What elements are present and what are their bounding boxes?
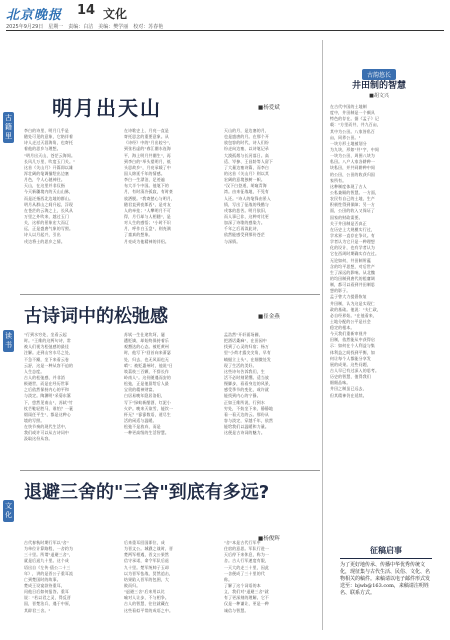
text-line: 这便是古诗词的魅力。 bbox=[224, 430, 265, 436]
text-line: 《诗经》中的"月出皎兮"， bbox=[124, 140, 173, 146]
text-line: "明月出天山，苍茫云海间。 bbox=[24, 152, 76, 158]
text-line: 想的影子。 bbox=[330, 288, 351, 294]
text-line: 学术界一直存在争议。有 bbox=[330, 232, 375, 238]
text-line: 岭南人"。这份随遇而安的 bbox=[124, 374, 171, 380]
text-line: 一舍便成了三十里的代 bbox=[224, 570, 265, 576]
text-line: 下，悠然见南山"，苏轼"竹 bbox=[24, 399, 73, 405]
text-line: 土地分配的公平是社会 bbox=[330, 318, 371, 324]
text-line: 依然能感受到那份苍茫 bbox=[224, 232, 265, 238]
text-line: 喻对人让步，不与相争。 bbox=[124, 595, 169, 601]
sidebar-divider bbox=[322, 40, 323, 630]
text-line: 了大量边塞诗篇，而李白 bbox=[224, 164, 269, 170]
article-3-column-1 bbox=[24, 540, 116, 635]
text-line: 但其精神仍在延续。 bbox=[330, 392, 367, 398]
text-line: 称。 bbox=[224, 576, 233, 582]
text-line: 诚信与智慧。 bbox=[224, 607, 249, 613]
text-line: 就是后退九十里。这个成 bbox=[24, 558, 69, 564]
text-line: 啖荔枝三百颗，不辞长作 bbox=[124, 368, 169, 374]
text-line: 的公田，公田的收获归国 bbox=[330, 171, 375, 177]
text-line: 到张若虚的"春江潮水连海 bbox=[124, 146, 171, 152]
text-line: 私田。八户人家各耕种一 bbox=[330, 159, 375, 165]
text-line: 诗人走过天涯海角，也寄托 bbox=[24, 140, 74, 146]
text-line: 诗人以月起兴，引出 bbox=[24, 232, 61, 238]
text-line: 以为晋军怯战，贸然追击， bbox=[124, 570, 174, 576]
text-line: 稳定的根本。 bbox=[330, 325, 355, 331]
text-line: 公私兼顾的智慧。一方面， bbox=[330, 189, 380, 195]
text-line: 大漠孤烟与长河落日。高 bbox=[224, 152, 269, 158]
text-line: 松弛，正是他留给后人最 bbox=[124, 381, 169, 387]
text-line: 展的成果。这些问题， bbox=[330, 361, 371, 367]
article-1-column-1 bbox=[24, 128, 116, 288]
text-line: 井田制，认为这是实现仁 bbox=[330, 300, 375, 306]
text-line: 九十里。楚军统帅子玉却 bbox=[124, 564, 169, 570]
text-line: 而人事已非，这种对比更 bbox=[224, 213, 269, 219]
text-line: 里"小荷才露尖尖角，早有 bbox=[224, 350, 271, 356]
text-line: 结果陷入晋军的包围，大 bbox=[124, 576, 169, 582]
text-line: 随处可见的意象，它陪伴着 bbox=[24, 134, 74, 140]
text-line: 找到了心灵的归宿；杨万 bbox=[224, 344, 269, 350]
text-line: 宝贵的精神财富。 bbox=[124, 387, 157, 393]
text-line: 加深了诗歌的感染力。 bbox=[224, 220, 265, 226]
article-3-headline: 退避三舍的"三舍"到底有多远? bbox=[24, 482, 270, 503]
text-line: 后来重耳回国即位，成 bbox=[124, 540, 165, 545]
text-line: 着他的思乡与理想。 bbox=[24, 146, 61, 152]
text-line: 布大半个中国。他笔下的 bbox=[124, 183, 169, 189]
text-line: 在苍茫的云海之上，长风从 bbox=[24, 207, 74, 213]
text-line: 天山的月，是边塞的月， bbox=[224, 128, 269, 133]
text-line: 的均田制到唐代的租庸调 bbox=[330, 275, 375, 281]
page-number: 14 bbox=[77, 3, 96, 18]
text-line: 慢脚步，看看身边的风景， bbox=[224, 381, 274, 387]
text-line: 为九块，形如"井"字，中间 bbox=[330, 146, 379, 152]
text-line: 其中为公田。八家皆私百 bbox=[330, 128, 375, 134]
text-line: 必自经界始。"在他看来， bbox=[330, 312, 377, 318]
text-line: 境的写照。 bbox=[24, 417, 45, 423]
text-line: 它在西周时期确实存在过。 bbox=[330, 251, 380, 257]
text-line: 国家的财政需要。 bbox=[330, 214, 363, 220]
text-line: 家所有。 bbox=[330, 177, 347, 183]
text-line: 历史的智慧，值得我们 bbox=[330, 374, 371, 380]
text-line: 体利益之间找到平衡，如 bbox=[330, 349, 375, 355]
text-line: 之后依然保持内心的平和 bbox=[24, 387, 69, 393]
text-line: 人的牵挂；"人攀明月不可 bbox=[124, 207, 171, 213]
article-1-headline: 明月出天山 bbox=[52, 96, 162, 120]
text-line: 对人生的感悟；"小时不识 bbox=[124, 220, 171, 226]
text-line: 这种制度体现了古人 bbox=[330, 183, 367, 189]
text-line: 宏阔的意境独树一帜。 bbox=[224, 177, 265, 183]
text-line: 有了更深刻的理解。它不 bbox=[224, 595, 269, 601]
text-line: 含的均平思想，对后世产 bbox=[330, 263, 375, 269]
text-line: 时。"王维的这两句诗，常 bbox=[24, 338, 71, 344]
text-line: 古人的松弛感，并非消 bbox=[24, 374, 65, 380]
text-line: 这首《关山月》开篇即以雄 bbox=[24, 164, 74, 170]
masthead-rule bbox=[6, 30, 444, 31]
text-line: 浑壮阔的笔调描绘出边塞 bbox=[24, 170, 69, 176]
text-line: 杯无？"寥寥数语，道尽生 bbox=[124, 411, 171, 417]
text-line: 也是盛唐的月。在那个开 bbox=[224, 134, 269, 140]
call-for-submissions bbox=[340, 545, 432, 635]
text-line: 这些诗句告诉我们，生 bbox=[224, 368, 265, 374]
text-line: 细细品味。 bbox=[330, 380, 351, 386]
text-line: 无论如何，井田制所蕴 bbox=[330, 257, 371, 263]
text-line: 关，这样的景象宏大而辽 bbox=[24, 220, 69, 226]
text-line: 化的设计，也有学者认为 bbox=[330, 245, 375, 251]
article-2-column-2 bbox=[124, 332, 216, 467]
text-line: 农民有自己的土地，生产 bbox=[330, 196, 375, 202]
text-line: 国，晋楚治兵，遇于中原， bbox=[24, 601, 74, 607]
text-line: 何让每个人都能分享发 bbox=[330, 355, 371, 361]
text-line: 戍边将士的思乡之情。 bbox=[24, 238, 65, 244]
text-line: 古代春秋时期行军以"舍" bbox=[24, 540, 69, 545]
text-line: 载："方里而井，井九百亩， bbox=[330, 122, 382, 128]
text-line: 在古代中国的土地制 bbox=[330, 104, 367, 109]
text-line: 正如王维所说，行到水 bbox=[224, 399, 265, 405]
text-line: 写下"绿蚁新醅酒，红泥小 bbox=[124, 399, 171, 405]
text-line: 为单位计算路程，一舍约为 bbox=[24, 546, 74, 552]
notice-body: 为了更好地传承、传播中华优秀传统文化，现征集与古代生活、民俗、文化、名物相关的稿件。来稿请以电子邮件形式发送至：bjwb@163.com，来稿请注明姓名、联系方式。 bbox=[340, 562, 431, 596]
text-line: "退避三舍"后来用以比 bbox=[124, 589, 165, 595]
text-line: 月亮成为他精神的伴侣。 bbox=[124, 238, 169, 244]
sidebar-column bbox=[330, 104, 430, 534]
text-line: 松弛不是放弃，而是 bbox=[124, 424, 161, 430]
divider-2 bbox=[20, 470, 320, 471]
text-line: 生了深远的影响。从北魏 bbox=[330, 269, 375, 275]
text-line: 情，写出了征战的残酷与 bbox=[224, 201, 269, 207]
text-line: 田制，依然能从中获得启 bbox=[330, 337, 375, 343]
article-3-byline: ■杨俊辉 bbox=[258, 536, 280, 542]
newspaper-logo: 北京晚报 bbox=[6, 8, 63, 23]
text-line: 注解。走到山穷水尽之处， bbox=[24, 350, 74, 356]
text-line: 戍客的悲苦。明月依旧， bbox=[224, 207, 269, 213]
text-line: 这些看似平常的成语之中。 bbox=[124, 607, 174, 613]
text-line: 放洒脱。"我寄愁心与明月， bbox=[124, 195, 176, 201]
text-line: 李白的诗里，明月几乎是 bbox=[24, 128, 69, 133]
text-line: 今天新疆境内的天山山脉， bbox=[24, 189, 74, 195]
text-line: 积极性得到保障；另一方 bbox=[330, 202, 375, 208]
text-line: 能找到内心的宁静。 bbox=[224, 393, 261, 399]
text-line: 蜻蜓立上头"，在细微处发 bbox=[224, 356, 271, 362]
text-line: 人生态度。 bbox=[24, 368, 45, 374]
text-line: "汉下白登道，胡窥青海 bbox=[224, 183, 267, 189]
text-line: 度中，井田制是一个颇具 bbox=[330, 110, 375, 116]
notice-title: 征稿启事 bbox=[340, 545, 432, 559]
dateline: 2025年9月29日 星期一 责编：白洁 美编：樊学丽 校对：苏春艳 bbox=[6, 24, 164, 30]
text-line: 义，我们对"退避三舍"就 bbox=[224, 589, 269, 595]
text-line: 苏轼一生仕途坎坷，屡 bbox=[124, 332, 165, 337]
text-line: 与淡定。陶渊明"采菊东篱 bbox=[24, 393, 71, 399]
text-line: 感受季节的变化，或许就 bbox=[224, 387, 269, 393]
text-line: 杖芒鞋轻胜马，谁怕？一蓑 bbox=[24, 405, 74, 411]
text-line: 平，海上明月共潮生"，再 bbox=[124, 152, 171, 158]
text-line: 制，都可以看到井田制思 bbox=[330, 282, 375, 288]
side-tag-2: 读书 bbox=[3, 330, 14, 352]
text-line: 了童真的想象。 bbox=[124, 232, 153, 238]
text-line: 败而归。 bbox=[124, 582, 141, 588]
text-line: 云舒，这是一种从容不迫的 bbox=[24, 362, 74, 368]
text-line: 天后停下来休息，称为一 bbox=[224, 552, 269, 558]
text-line: 现了生活的美好。 bbox=[224, 362, 257, 368]
text-line: 为晋文公。城濮之战时，晋 bbox=[124, 546, 174, 552]
text-line: 得，月行却与人相随"，是 bbox=[124, 213, 171, 219]
text-line: 信守承诺，命令军队后退 bbox=[124, 558, 169, 564]
divider-1 bbox=[20, 294, 320, 295]
text-line: 古人早已有过深入的思考。 bbox=[330, 368, 380, 374]
article-3-column-3 bbox=[224, 540, 316, 635]
text-line: 一种更高级的生活智慧。 bbox=[124, 430, 169, 436]
sidebar-headline: 井田制的智慧 bbox=[351, 81, 406, 91]
text-line: 寄托思念的重要意象。从 bbox=[124, 134, 169, 140]
text-line: 到李白的"举头望明月，低 bbox=[124, 158, 171, 164]
text-line: 远，正是盛唐气象的写照。 bbox=[24, 226, 74, 232]
sidebar-byline: ■胡文兴 bbox=[369, 93, 389, 99]
text-line: 而是泛指西北边地的群山。 bbox=[24, 195, 74, 201]
text-line: 烟雨任平生"，都是这种心 bbox=[24, 411, 71, 417]
text-line: 楚成王设宴款待重耳， bbox=[24, 582, 65, 588]
text-line: 晴"；被贬惠州时，他说"日 bbox=[124, 362, 173, 368]
text-line: 孟浩然"开轩面场圃， bbox=[224, 332, 263, 337]
article-1-byline: ■杨爱斌 bbox=[258, 105, 280, 111]
text-line: 在快节奏的现代生活中， bbox=[24, 424, 69, 430]
text-line: 千年之后再读此诗， bbox=[224, 226, 261, 232]
text-line: 月，有时清冷孤寂，有时豪 bbox=[124, 189, 174, 195]
text-line: 人还。"诗人的笔锋由景入 bbox=[224, 195, 271, 201]
text-line: "行到水穷处，坐看云起 bbox=[24, 332, 67, 337]
text-line: 其辟君三舍。" bbox=[24, 607, 51, 613]
text-line: 时，他写下"回首向来萧瑟 bbox=[124, 350, 171, 356]
text-line: 纷走向边塞，以诗笔记录 bbox=[224, 146, 269, 152]
text-line: 把酒话桑麻"，在田园中 bbox=[224, 338, 267, 344]
text-line: 面，公田的收入又保证了 bbox=[330, 208, 375, 214]
text-line: 一天大约走三十里，因此 bbox=[224, 564, 269, 570]
section-title: 文化 bbox=[103, 7, 128, 21]
text-line: 古人的智慧，往往就藏在 bbox=[124, 601, 169, 607]
text-line: 处，归去，也无风雨也无 bbox=[124, 356, 169, 362]
text-line: 孟子曾大力提倡恢复 bbox=[330, 294, 367, 300]
text-line: 能给我们以温暖和力量。 bbox=[224, 424, 269, 430]
text-line: 湾。由来征战地，不见有 bbox=[224, 189, 269, 195]
text-line: 语出自《左传·僖公二十三 bbox=[24, 564, 71, 570]
text-line: 示：如何在个人利益与集 bbox=[330, 343, 375, 349]
text-line: 火炉。晚来天欲雪，能饮一 bbox=[124, 405, 174, 411]
article-1-column-2 bbox=[124, 128, 216, 288]
text-line: 与深情。 bbox=[224, 238, 241, 244]
text-line: 井田之制虽已远去， bbox=[330, 386, 367, 392]
sidebar-tag: 古韵悠长 bbox=[362, 69, 396, 80]
text-line: "舍"本是古代行军中 bbox=[224, 540, 261, 545]
text-line: 被人们视为松弛感的最佳 bbox=[24, 344, 69, 350]
article-1-column-3 bbox=[224, 128, 316, 288]
text-line: 年》，讲的是晋公子重耳流 bbox=[24, 570, 74, 576]
text-line: 一块方形土地被划分 bbox=[330, 140, 367, 146]
text-line: 舍。古人行军速度有限， bbox=[224, 558, 269, 564]
text-line: 一块为公田，周围八块为 bbox=[330, 153, 375, 159]
text-line: 国人绵延千年的情感。 bbox=[124, 170, 165, 176]
text-line: 不急不躁，坐下来看云卷 bbox=[24, 356, 69, 362]
text-line: 长风几万里，吹度玉门关。" bbox=[24, 158, 76, 164]
text-line: 看一看天边的云。那份从 bbox=[224, 411, 269, 417]
text-line: 月，呼作白玉盘"，则充满 bbox=[124, 226, 171, 232]
text-line: 亩，同养公田。" bbox=[330, 134, 361, 140]
text-line: 穷处，不妨坐下来，静静地 bbox=[224, 405, 274, 411]
text-line: 万里之外吹来，越过玉门 bbox=[24, 213, 69, 219]
text-line: 汲取这份从容。 bbox=[24, 436, 53, 442]
text-line: 放包容的时代，诗人们纷 bbox=[224, 140, 269, 146]
text-line: 活的闲适与温暖。 bbox=[124, 417, 157, 423]
text-line: 白居易晚年隐居洛阳， bbox=[124, 393, 165, 399]
text-line: 的这首《关山月》则以其 bbox=[224, 170, 269, 176]
text-line: 我们或许可以从古诗词中 bbox=[24, 430, 69, 436]
text-line: 适、岑参、王昌龄等人留下 bbox=[224, 158, 274, 164]
text-line: 块私田，并共同耕种中间 bbox=[330, 165, 375, 171]
text-line: 遭贬谪，却始终保持着乐 bbox=[124, 338, 169, 344]
text-line: 明月从群山之间升起，浮现 bbox=[24, 201, 74, 207]
text-line: 容与淡定，穿越千年，依然 bbox=[224, 417, 274, 423]
text-line: 月色，令人心驰神往。 bbox=[24, 177, 65, 183]
side-tag-1: 古籍里 bbox=[3, 112, 14, 143]
text-line: 活不必时刻紧绷。适当放 bbox=[224, 374, 269, 380]
text-line: 学者认为它只是一种理想 bbox=[330, 239, 375, 245]
text-line: 住宿的意思。军队行进一 bbox=[224, 546, 269, 552]
text-line: 在历史上大规模实行过， bbox=[330, 226, 375, 232]
text-line: 今天我们重新审视井 bbox=[330, 331, 367, 337]
text-line: 特色的存在。据《孟子》记 bbox=[330, 116, 380, 122]
article-3-column-2 bbox=[124, 540, 216, 635]
article-2-column-1 bbox=[24, 332, 116, 467]
text-line: 观豁达的心态。被贬黄州 bbox=[124, 344, 169, 350]
text-line: 在诗歌史上，月亮一直是 bbox=[124, 128, 169, 133]
article-2-column-3 bbox=[224, 332, 316, 467]
article-2-byline: ■崔金燕 bbox=[258, 314, 280, 320]
text-line: 关于井田制是否真正 bbox=[330, 220, 367, 226]
text-line: 天山，在这里并非仅指 bbox=[24, 183, 65, 189]
text-line: 三十里。所谓"退避三舍"， bbox=[24, 552, 73, 558]
text-line: 了解了这个词语的本 bbox=[224, 582, 261, 588]
text-line: 李白一生漂泊，足迹遍 bbox=[124, 177, 165, 183]
text-line: 楚两军相遇，晋文公果然 bbox=[124, 552, 169, 558]
text-line: 政的基础。他说："夫仁政， bbox=[330, 306, 382, 312]
masthead bbox=[0, 0, 450, 30]
text-line: 头思故乡"，月亮承载了中 bbox=[124, 164, 171, 170]
text-line: 亡到楚国时的故事。 bbox=[24, 576, 61, 582]
side-tag-3: 文化 bbox=[3, 500, 14, 522]
text-line: 极避世，而是在经历世事 bbox=[24, 381, 69, 387]
text-line: 问他日后如何报答。重耳 bbox=[24, 589, 69, 595]
article-2-headline: 古诗词中的松弛感 bbox=[24, 306, 168, 327]
text-line: 说："若以君之灵，得反晋 bbox=[24, 595, 71, 601]
text-line: 随君直到夜郎西"，是对友 bbox=[124, 201, 171, 207]
text-line: 仅是一种谦让，更是一种 bbox=[224, 601, 269, 607]
